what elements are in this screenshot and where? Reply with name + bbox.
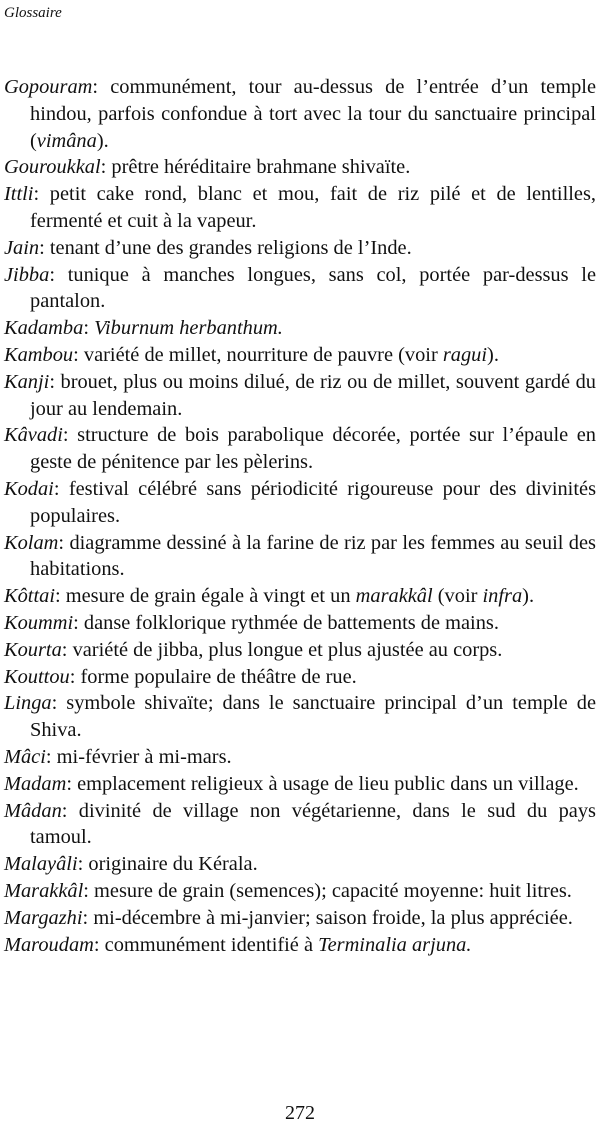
glossary-definition: tenant d’une des grandes religions de l’Inde. bbox=[49, 236, 412, 259]
glossary-definition: emplacement religieux à usage de lieu public dans un village. bbox=[77, 772, 579, 795]
glossary-term: Kadamba bbox=[4, 317, 84, 340]
glossary-definition: petit cake rond, blanc et mou, fait de riz pilé et de lentilles, fermenté et cuit à la vapeur. bbox=[30, 183, 596, 232]
page-number: 272 bbox=[285, 1102, 315, 1124]
glossary-definition: vimâna bbox=[36, 129, 97, 152]
glossary-list bbox=[4, 74, 596, 958]
glossary-term: Kanji bbox=[4, 370, 50, 393]
glossary-entry: Kambou: variété de millet, nourriture de pauvre (voir ragui). bbox=[4, 343, 499, 366]
glossary-entry: Malayâli: originaire du Kérala. bbox=[4, 853, 258, 876]
glossary-entry: Kouttou: forme populaire de théâtre de rue. bbox=[4, 665, 357, 688]
glossary-entry: Koummi: danse folklorique rythmée de battements de mains. bbox=[4, 611, 499, 634]
glossary-term: Jibba bbox=[4, 263, 50, 286]
glossary-definition: Terminalia arjuna. bbox=[318, 933, 472, 956]
glossary-term: Kôttai bbox=[4, 585, 55, 608]
glossary-term: Kourta bbox=[4, 638, 62, 661]
glossary-entry: Madam: emplacement religieux à usage de lieu public dans un village. bbox=[4, 772, 579, 795]
glossary-definition: communément identifié à bbox=[104, 933, 319, 956]
glossary-entry: Mâdan: divinité de village non végétarienne, dans le sud du pays tamoul. bbox=[4, 799, 596, 849]
glossary-entry: Kâvadi: structure de bois parabolique décorée, portée sur l’épaule en geste de pénitence par les pèlerins. bbox=[4, 424, 597, 474]
glossary-term: Koummi bbox=[4, 611, 74, 634]
glossary-definition: prêtre héréditaire brahmane shivaïte. bbox=[111, 156, 411, 179]
glossary-term: Mâci bbox=[4, 745, 46, 768]
glossary-entry: Kôttai: mesure de grain égale à vingt et un marakkâl (voir infra). bbox=[4, 585, 535, 608]
glossary-definition: brouet, plus ou moins dilué, de riz ou de millet, souvent gardé du jour au lendemain. bbox=[30, 370, 596, 420]
glossary-term: Kâvadi bbox=[4, 424, 63, 447]
glossary-definition: festival célébré sans périodicité rigoureuse pour des divinités populaires. bbox=[30, 477, 597, 527]
glossary-entry: Kodai: festival célébré sans périodicité rigoureuse pour des divinités populaires. bbox=[4, 477, 597, 527]
glossary-definition: marakkâl bbox=[355, 585, 433, 608]
glossary-definition: mi-février à mi-mars. bbox=[56, 745, 232, 768]
glossary-definition: mesure de grain (semences); capacité moyenne: huit litres. bbox=[94, 879, 572, 902]
glossary-definition: symbole shivaïte; dans le sanctuaire principal d’un temple de Shiva. bbox=[30, 692, 596, 742]
glossary-entry: Gouroukkal: prêtre héréditaire brahmane shivaïte. bbox=[4, 156, 411, 179]
glossary-definition: diagramme dessiné à la farine de riz par les femmes au seuil des habitations. bbox=[30, 531, 596, 581]
glossary-term: Gouroukkal bbox=[4, 156, 101, 179]
glossary-term: Marakkâl bbox=[4, 879, 84, 902]
glossary-term: Kolam bbox=[4, 531, 59, 554]
glossary-term: Linga bbox=[4, 692, 52, 715]
glossary-entry: Kadamba: Viburnum herbanthum. bbox=[4, 317, 283, 340]
glossary-term: Kodai bbox=[4, 477, 54, 500]
glossary-entry: Jain: tenant d’une des grandes religions de l’Inde. bbox=[4, 236, 412, 259]
glossary-entry: Margazhi: mi-décembre à mi-janvier; saison froide, la plus appréciée. bbox=[4, 906, 573, 929]
glossary-entry: Kanji: brouet, plus ou moins dilué, de riz ou de millet, souvent gardé du jour au lendemain. bbox=[4, 370, 596, 420]
glossary-term: Kambou bbox=[4, 343, 74, 366]
glossary-definition: variété de jibba, plus longue et plus ajustée au corps. bbox=[72, 638, 503, 661]
glossary-definition: variété de millet, nourriture de pauvre (voir bbox=[83, 343, 443, 366]
running-head: Glossaire bbox=[4, 5, 62, 21]
glossary-definition: structure de bois parabolique décorée, portée sur l’épaule en geste de pénitence par les pèlerins. bbox=[30, 424, 597, 474]
glossary-entry: Mâci: mi-février à mi-mars. bbox=[4, 745, 232, 768]
glossary-entry: Kolam: diagramme dessiné à la farine de riz par les femmes au seuil des habitations. bbox=[4, 531, 596, 581]
glossary-term: Margazhi bbox=[4, 906, 83, 929]
glossary-term: Madam bbox=[4, 772, 67, 795]
glossary-entry: Jibba: tunique à manches longues, sans col, portée par-dessus le pantalon. bbox=[4, 263, 597, 313]
glossary-term: Mâdan bbox=[4, 799, 62, 822]
glossary-definition: mesure de grain égale à vingt et un bbox=[65, 585, 356, 608]
glossary-entry: Kourta: variété de jibba, plus longue et plus ajustée au corps. bbox=[4, 638, 503, 661]
glossary-definition: danse folklorique rythmée de battements de mains. bbox=[83, 611, 499, 634]
glossary-definition: ). bbox=[487, 343, 499, 366]
glossary-entry: Ittli: petit cake rond, blanc et mou, fait de riz pilé et de lentilles, fermenté et cuit à la vapeur. bbox=[4, 183, 596, 232]
glossary-definition: communément, tour au-dessus de l’entrée d’un temple hindou, parfois confondue à tort avec la tour du sanctuaire principal ( bbox=[30, 76, 597, 152]
glossary-definition: ). bbox=[96, 129, 109, 152]
glossary-definition: mi-décembre à mi-janvier; saison froide, la plus appréciée. bbox=[93, 906, 573, 929]
glossary-entry: Linga: symbole shivaïte; dans le sanctuaire principal d’un temple de Shiva. bbox=[4, 692, 596, 742]
glossary-definition: infra bbox=[482, 585, 523, 608]
glossary-term: Gopouram bbox=[4, 76, 93, 98]
glossary-definition: forme populaire de théâtre de rue. bbox=[80, 665, 357, 688]
glossary-term: Maroudam bbox=[4, 933, 94, 956]
glossary-term: Jain bbox=[4, 236, 40, 259]
glossary-entry: Maroudam: communément identifié à Terminalia arjuna. bbox=[4, 933, 472, 956]
glossary-definition: originaire du Kérala. bbox=[88, 853, 258, 876]
glossary-definition: ). bbox=[522, 585, 535, 608]
glossary-term: Malayâli bbox=[4, 853, 78, 876]
glossary-definition: tunique à manches longues, sans col, portée par-dessus le pantalon. bbox=[30, 263, 597, 313]
glossary-definition: divinité de village non végétarienne, dans le sud du pays tamoul. bbox=[30, 799, 596, 849]
glossary-entry: Gopouram: communément, tour au-dessus de l’entrée d’un temple hindou, parfois confondue à tort avec la tour du sanctuaire principal (vimâna). bbox=[4, 76, 597, 152]
glossary-entry: Marakkâl: mesure de grain (semences); capacité moyenne: huit litres. bbox=[4, 879, 572, 902]
glossary-definition: (voir bbox=[432, 585, 483, 608]
glossary-term: Kouttou bbox=[4, 665, 70, 688]
glossary-definition: Viburnum herbanthum. bbox=[94, 317, 283, 340]
glossary-term: Ittli bbox=[4, 183, 34, 206]
glossary-definition: ragui bbox=[442, 343, 488, 366]
